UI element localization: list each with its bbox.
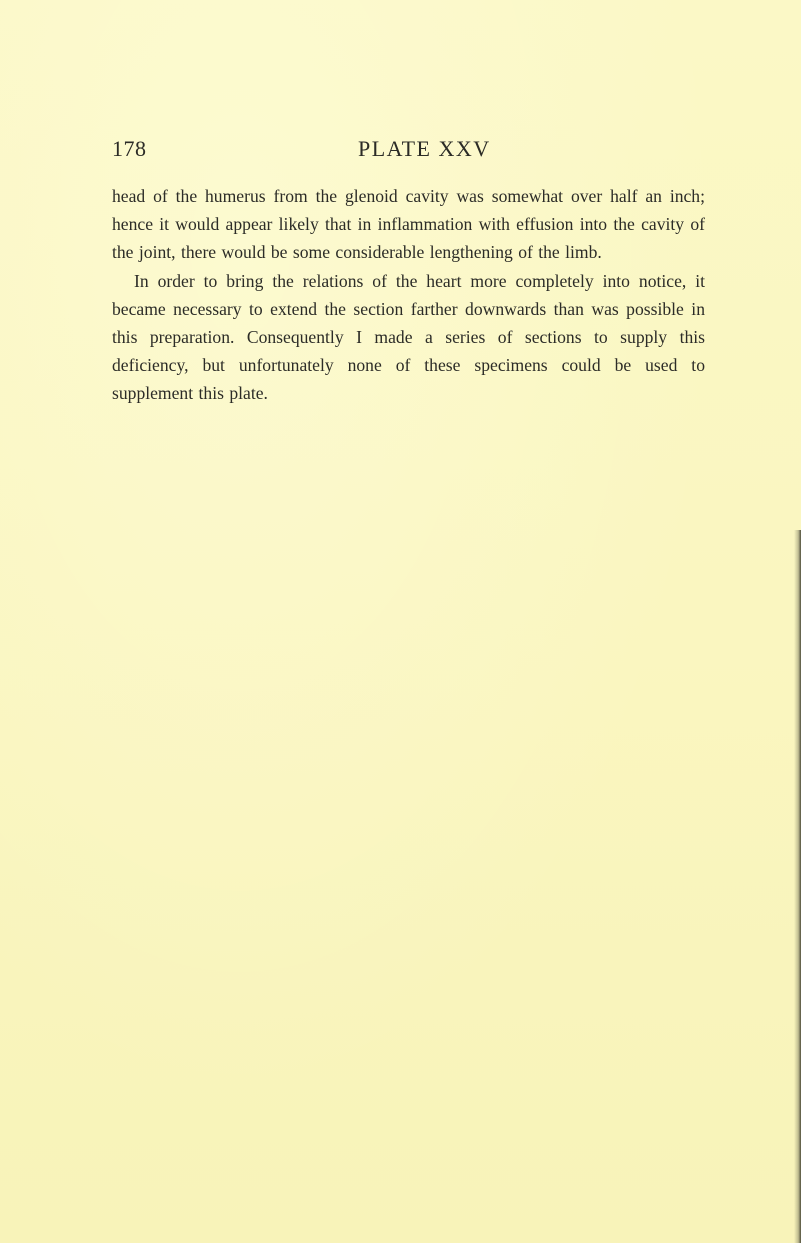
- paragraph-continuation: head of the humerus from the glenoid cavity was somewhat over half an inch; hence it would appear likely that in inflammation with effusion into the cavity of the joint, there would be some considerable lengthening of the limb.: [112, 186, 705, 263]
- paragraph-sections: In order to bring the relations of the heart more completely into notice, it became necessary to extend the section farther downwards than was possible in this preparation. Consequently I made a series of sections to supply this deficiency, but unfortunately none of these specimens could be used to supplement this plate.: [112, 270, 705, 404]
- body-text: [112, 182, 705, 408]
- running-head: [112, 136, 702, 164]
- page-edge-shadow: [794, 530, 801, 1243]
- plate-title: PLATE XXV: [358, 136, 491, 161]
- page-number: 178: [112, 136, 147, 161]
